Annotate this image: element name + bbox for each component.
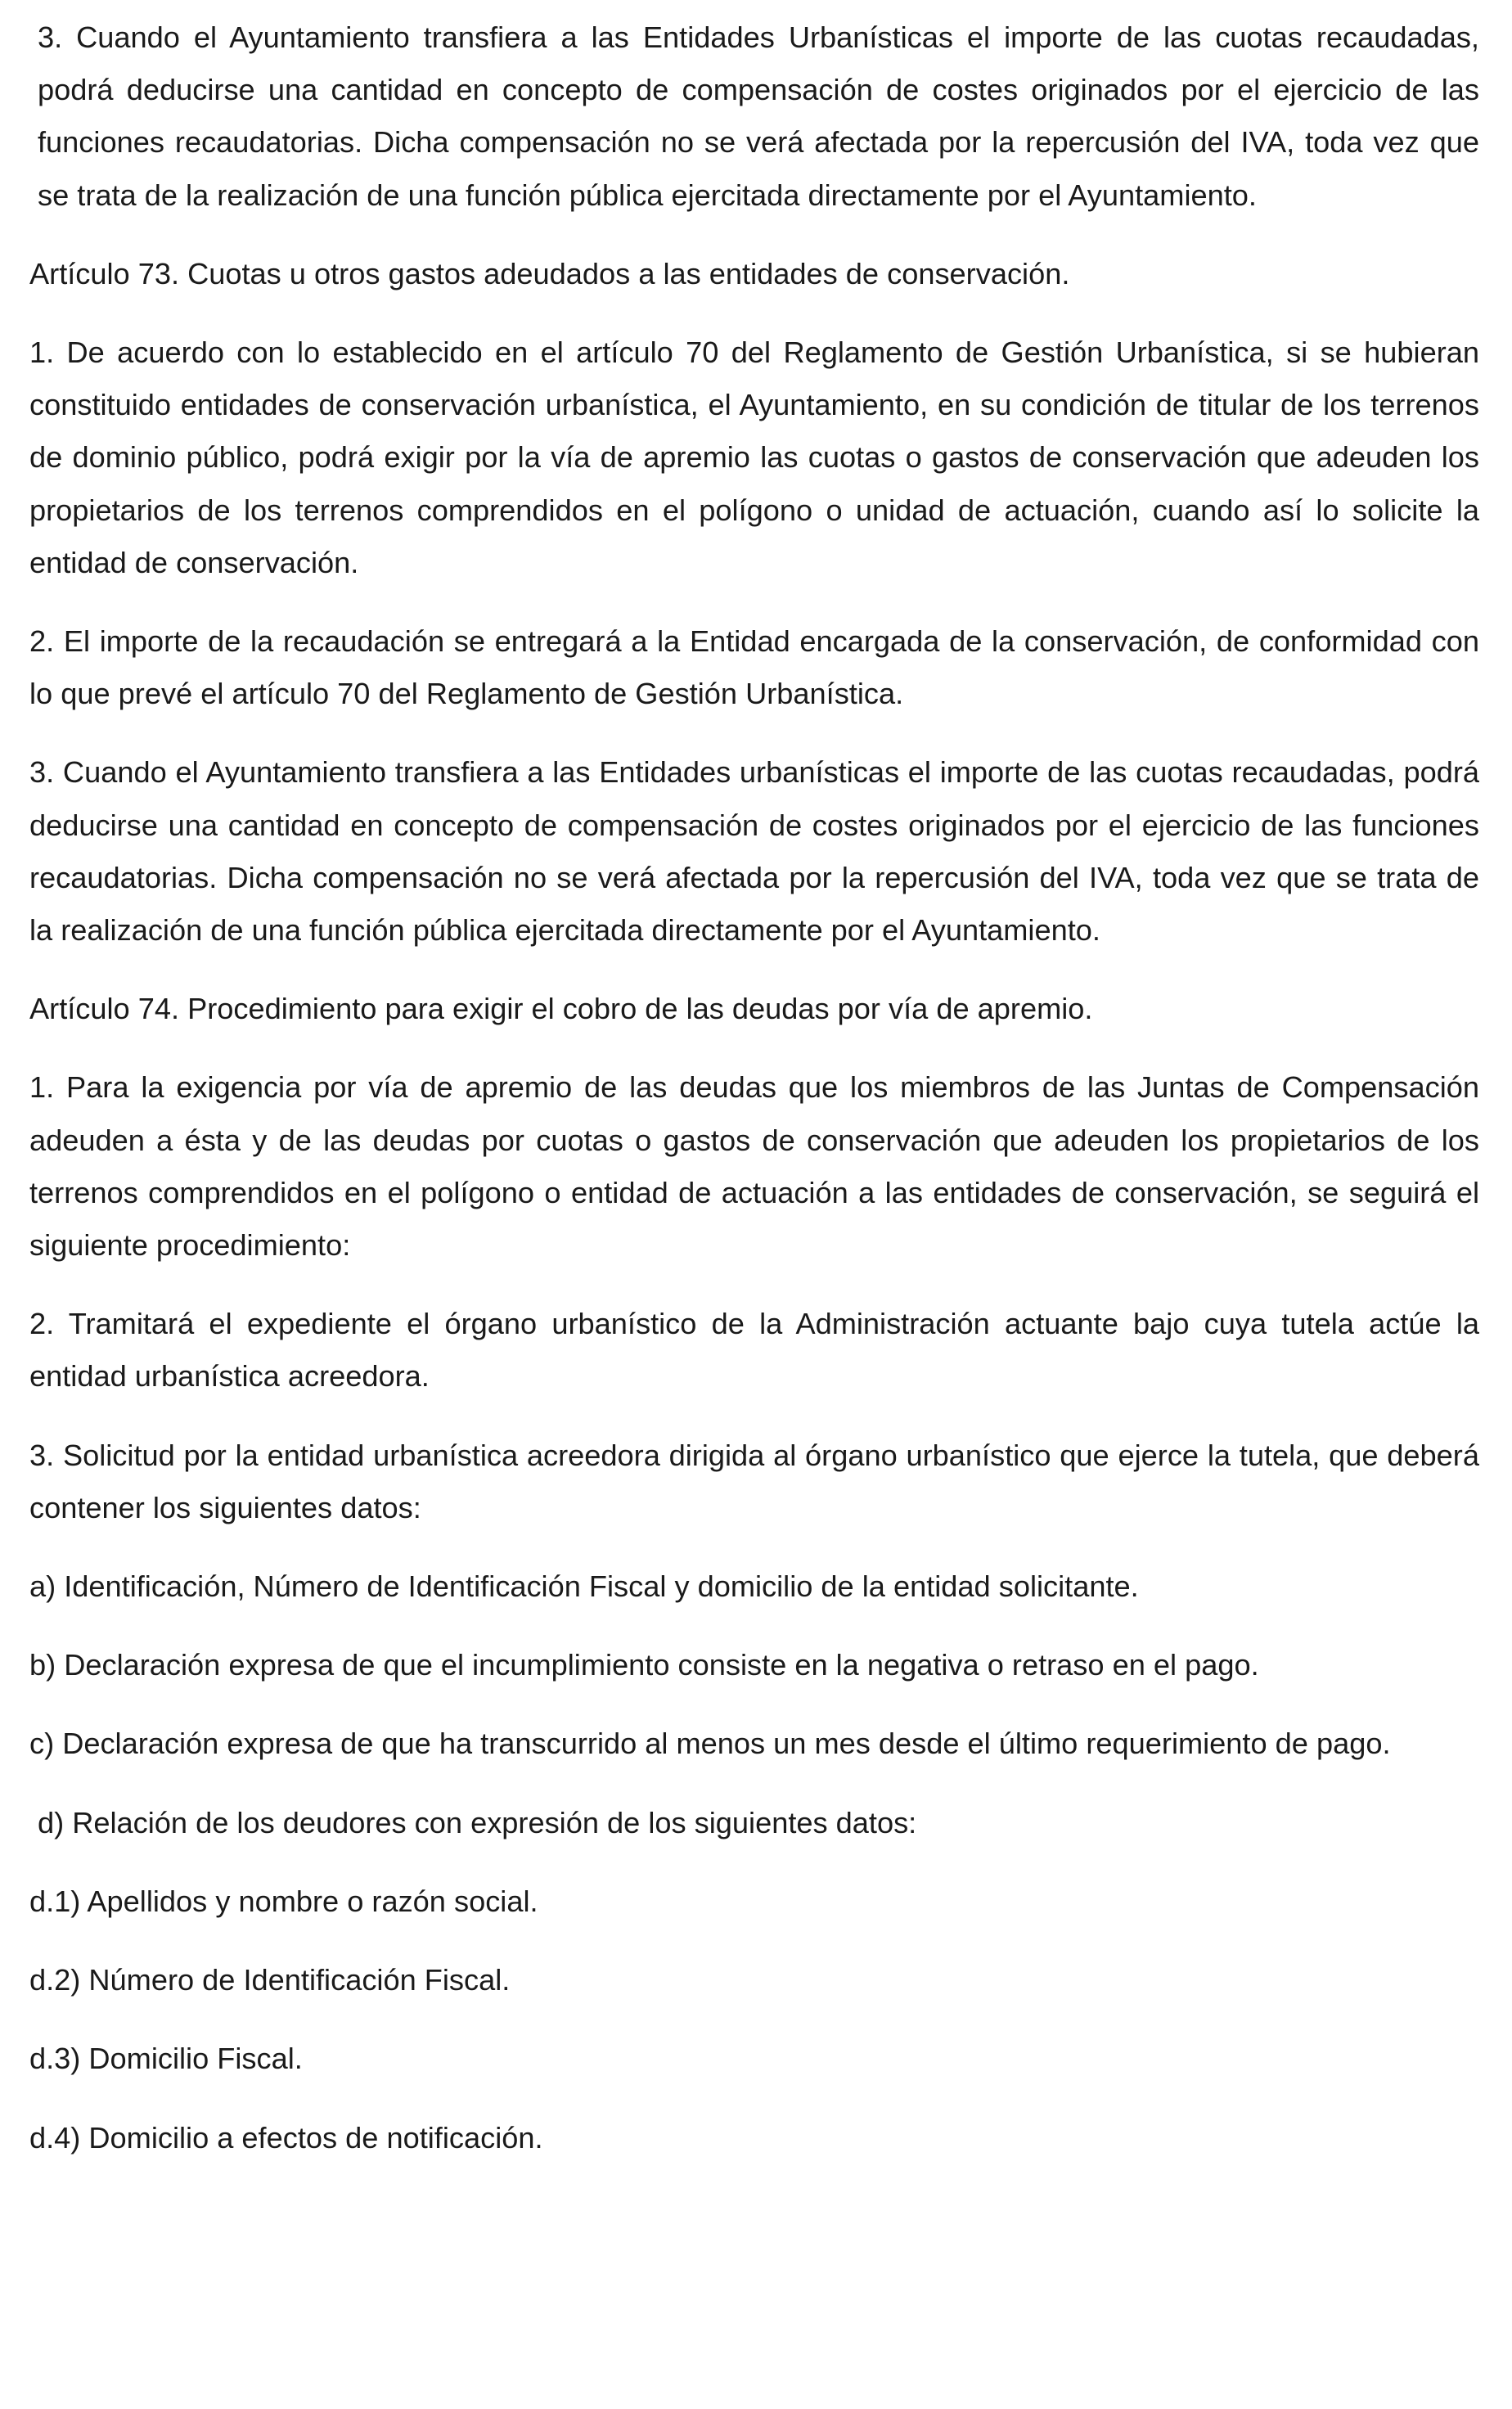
paragraph-art73-3: 3. Cuando el Ayuntamiento transfiera a las Entidades urbanísticas el importe de las cuotas recaudadas, podrá deducirse una cantidad en concepto de compensación de costes originados por el ejercicio de las funciones recaudatorias. Dicha compensación no se verá afectada por la repercusión del IVA, toda vez que se trata de la realización de una función pública ejercitada directamente por el Ayuntamiento.	[29, 755, 1479, 948]
list-item-d2: d.2) Número de Identificación Fiscal.	[29, 1963, 511, 1997]
paragraph-art74-3: 3. Solicitud por la entidad urbanística acreedora dirigida al órgano urbanístico que ejerce la tutela, que deberá contener los siguientes datos:	[29, 1438, 1479, 1524]
paragraph-art74-1: 1. Para la exigencia por vía de apremio de las deudas que los miembros de las Juntas de Compensación adeuden a ésta y de las deudas por cuotas o gastos de conservación que adeuden los propietarios de los terrenos comprendidos en el polígono o entidad de actuación a las entidades de conservación, se seguirá el siguiente procedimiento:	[29, 1070, 1479, 1263]
list-item-d: d) Relación de los deudores con expresión de los siguientes datos:	[38, 1805, 917, 1839]
paragraph-art72-3: 3. Cuando el Ayuntamiento transfiera a las Entidades Urbanísticas el importe de las cuotas recaudadas, podrá deducirse una cantidad en concepto de compensación de costes originados por el ejercicio de las funciones recaudatorias. Dicha compensación no se verá afectada por la repercusión del IVA, toda vez que se trata de la realización de una función pública ejercitada directamente por el Ayuntamiento.	[38, 20, 1479, 212]
list-item-d1: d.1) Apellidos y nombre o razón social.	[29, 1884, 538, 1918]
list-item-d4: d.4) Domicilio a efectos de notificación.	[29, 2120, 543, 2155]
paragraph-art74-2: 2. Tramitará el expediente el órgano urbanístico de la Administración actuante bajo cuya tutela actúe la entidad urbanística acreedora.	[29, 1307, 1479, 1394]
list-item-d3: d.3) Domicilio Fiscal.	[29, 2042, 303, 2076]
paragraph-art73-1: 1. De acuerdo con lo establecido en el artículo 70 del Reglamento de Gestión Urbanística, si se hubieran constituido entidades de conservación urbanística, el Ayuntamiento, en su condición de titular de los terrenos de dominio público, podrá exigir por la vía de apremio las cuotas o gastos de conservación que adeuden los propietarios de los terrenos comprendidos en el polígono o unidad de actuación, cuando así lo solicite la entidad de conservación.	[29, 335, 1479, 579]
list-item-c: c) Declaración expresa de que ha transcurrido al menos un mes desde el último requerimiento de pago.	[29, 1727, 1391, 1761]
heading-article-73: Artículo 73. Cuotas u otros gastos adeudados a las entidades de conservación.	[29, 256, 1070, 290]
list-item-a: a) Identificación, Número de Identificación Fiscal y domicilio de la entidad solicitante.	[29, 1569, 1139, 1604]
list-item-b: b) Declaración expresa de que el incumplimiento consiste en la negativa o retraso en el pago.	[29, 1648, 1259, 1682]
heading-article-74: Artículo 74. Procedimiento para exigir el cobro de las deudas por vía de apremio.	[29, 992, 1093, 1026]
paragraph-art73-2: 2. El importe de la recaudación se entregará a la Entidad encargada de la conservación, de conformidad con lo que prevé el artículo 70 del Reglamento de Gestión Urbanística.	[29, 624, 1479, 711]
